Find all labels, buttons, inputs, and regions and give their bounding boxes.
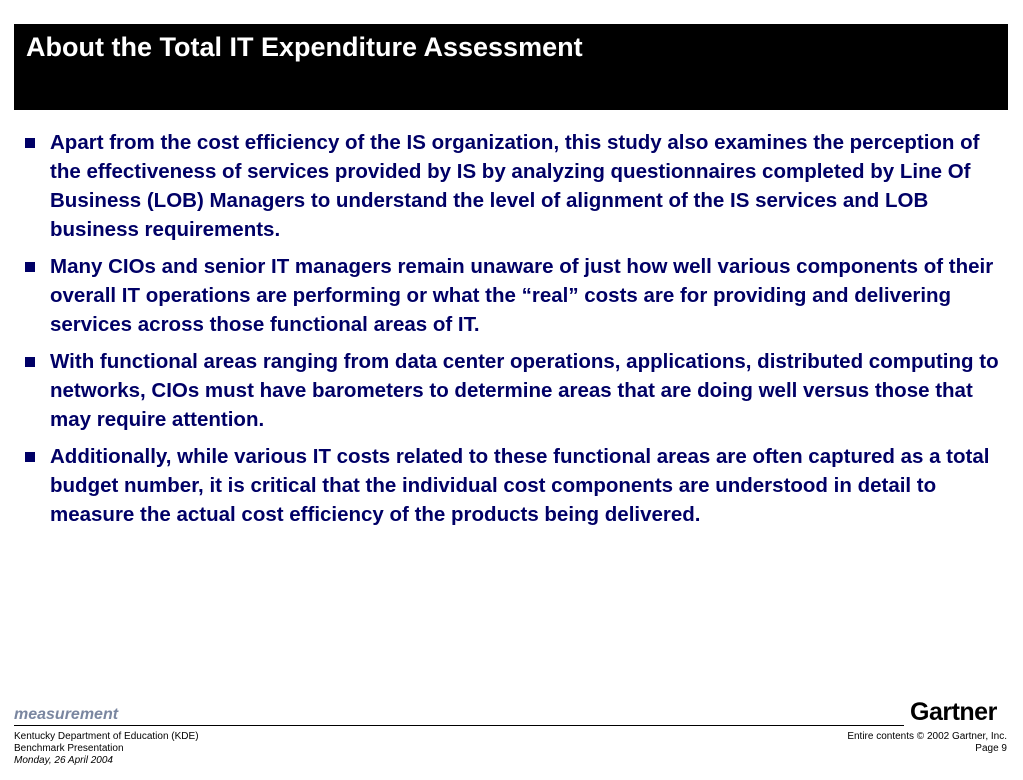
bullet-item: [24, 347, 1004, 434]
bullet-text: With functional areas ranging from data center operations, applications, distributed computing to networks, CIOs must have barometers to determine areas that are doing well versus those that may require attention.: [50, 350, 999, 431]
bullet-text: Apart from the cost efficiency of the IS organization, this study also examines the perception of the effectiveness of services provided by IS by analyzing questionnaires completed by Line Of Business (LOB) Managers to understand the level of alignment of the IS services and LOB business requirements.: [50, 131, 980, 241]
footer-client: Kentucky Department of Education (KDE): [14, 731, 199, 742]
square-bullet-icon: [25, 357, 35, 367]
bullet-text: Additionally, while various IT costs related to these functional areas are often captured as a total budget number, it is critical that the individual cost components are understood in detail to measure the actual cost efficiency of the products being delivered.: [50, 445, 990, 526]
page-number: Page 9: [975, 743, 1007, 754]
square-bullet-icon: [25, 262, 35, 272]
footer-right-info: [847, 731, 1007, 755]
gartner-logo: Gartner: [910, 698, 997, 726]
footer-copyright: Entire contents © 2002 Gartner, Inc.: [847, 731, 1007, 742]
section-label: measurement: [14, 706, 119, 723]
footer-presentation: Benchmark Presentation: [14, 743, 124, 754]
bullet-list: [24, 128, 1004, 537]
slide-title: About the Total IT Expenditure Assessment: [26, 32, 583, 62]
square-bullet-icon: [25, 138, 35, 148]
footer-divider: [14, 725, 904, 726]
title-bar: [14, 24, 1008, 110]
square-bullet-icon: [25, 452, 35, 462]
footer-date: Monday, 26 April 2004: [14, 755, 113, 766]
footer-left-info: [14, 731, 199, 767]
bullet-item: [24, 252, 1004, 339]
bullet-text: Many CIOs and senior IT managers remain unaware of just how well various components of their overall IT operations are performing or what the “real” costs are for providing and delivering services across those functional areas of IT.: [50, 255, 994, 336]
bullet-item: [24, 128, 1004, 244]
bullet-item: [24, 442, 1004, 529]
